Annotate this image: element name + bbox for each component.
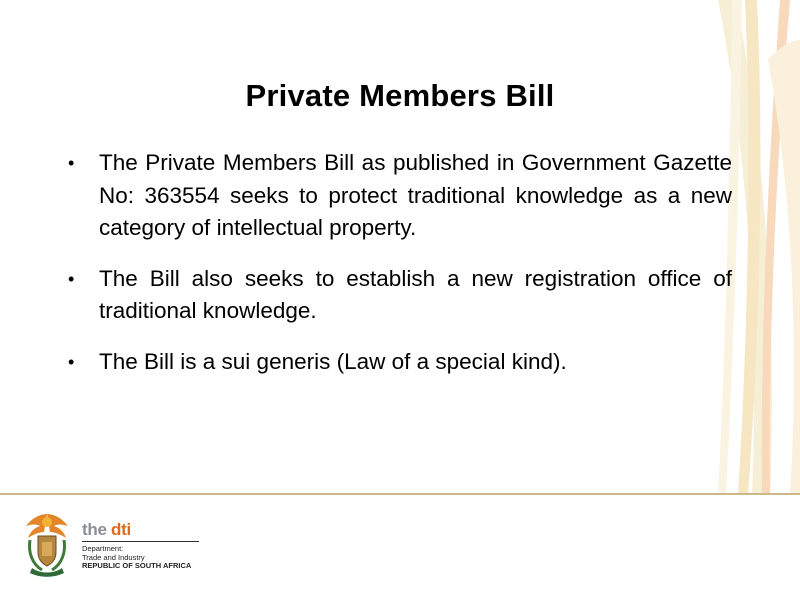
bullet-text: The Bill also seeks to establish a new registration office of traditional knowledge. (99, 265, 732, 323)
bullet-icon: • (68, 268, 75, 289)
dti-logo (82, 520, 131, 540)
bullet-list (68, 147, 732, 396)
logo-rule (82, 541, 199, 542)
bullet-item (68, 147, 732, 245)
logo-the-text: the (82, 520, 107, 539)
bullet-text: The Bill is a sui generis (Law of a special kind). (99, 348, 567, 374)
slide-title: Private Members Bill (245, 78, 555, 113)
dept-line-3: REPUBLIC OF SOUTH AFRICA (82, 561, 192, 571)
bullet-item (68, 346, 732, 379)
bullet-item (68, 263, 732, 328)
bullet-text: The Private Members Bill as published in Government Gazette No: 363554 seeks to protect traditional knowledge as a new category of intellectual property. (99, 150, 732, 240)
dept-line-1: Department: (82, 544, 124, 553)
bullet-icon: • (68, 351, 75, 372)
coat-of-arms-icon (22, 510, 72, 578)
department-text (82, 545, 191, 571)
logo-dti-text: dti (111, 520, 131, 539)
dept-line-2: Trade and Industry (82, 552, 145, 562)
bullet-icon: • (68, 153, 75, 173)
